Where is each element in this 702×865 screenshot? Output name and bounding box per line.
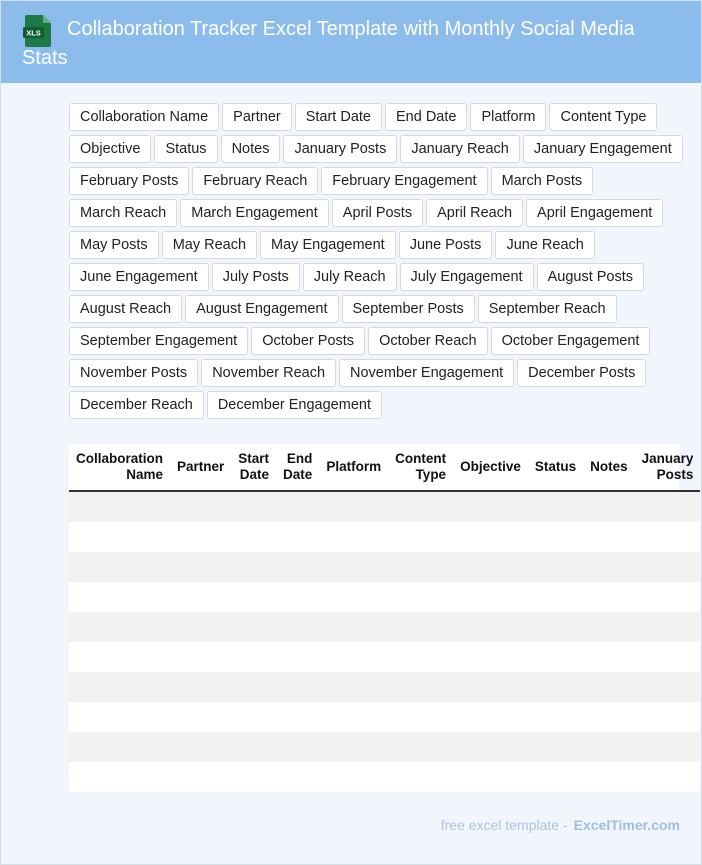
table-cell[interactable] <box>453 762 528 792</box>
table-cell[interactable] <box>583 762 635 792</box>
table-cell[interactable] <box>388 612 453 642</box>
table-cell[interactable] <box>170 732 231 762</box>
table-cell[interactable] <box>635 582 701 612</box>
field-chip[interactable]: July Reach <box>303 263 397 291</box>
field-chip[interactable]: August Engagement <box>185 295 338 323</box>
column-header[interactable] <box>388 444 453 491</box>
table-cell[interactable] <box>388 672 453 702</box>
table-row <box>69 522 700 552</box>
table-cell[interactable] <box>170 672 231 702</box>
field-chip[interactable]: Content Type <box>549 103 657 131</box>
column-header-label: Objective <box>460 459 521 474</box>
table-cell[interactable] <box>276 702 319 732</box>
table-cell[interactable] <box>276 732 319 762</box>
column-header-label: Date <box>239 467 270 482</box>
table-row <box>69 491 700 522</box>
table-cell[interactable] <box>319 762 388 792</box>
field-chip[interactable]: End Date <box>385 103 467 131</box>
field-chip[interactable]: April Engagement <box>526 199 663 227</box>
table-cell[interactable] <box>69 582 170 612</box>
field-chip[interactable]: December Engagement <box>207 391 382 419</box>
table-cell[interactable] <box>583 522 635 552</box>
table-cell[interactable] <box>388 491 453 522</box>
column-header[interactable] <box>319 444 388 491</box>
table-cell[interactable] <box>69 762 170 792</box>
table-cell[interactable] <box>388 582 453 612</box>
table-cell[interactable] <box>453 732 528 762</box>
field-chip[interactable]: January Reach <box>400 135 520 163</box>
table-cell[interactable] <box>276 522 319 552</box>
field-chip[interactable]: July Engagement <box>400 263 534 291</box>
table-cell[interactable] <box>319 522 388 552</box>
table-cell[interactable] <box>170 612 231 642</box>
table-cell[interactable] <box>528 732 583 762</box>
table-cell[interactable] <box>635 732 701 762</box>
table-cell[interactable] <box>453 702 528 732</box>
table-cell[interactable] <box>231 642 276 672</box>
table-cell[interactable] <box>635 672 701 702</box>
field-chip[interactable]: Collaboration Name <box>69 103 219 131</box>
table-cell[interactable] <box>276 582 319 612</box>
table-cell[interactable] <box>528 582 583 612</box>
table-cell[interactable] <box>528 522 583 552</box>
table-cell[interactable] <box>231 732 276 762</box>
field-chip[interactable]: March Reach <box>69 199 177 227</box>
field-chip[interactable]: February Reach <box>192 167 318 195</box>
column-header-label: Type <box>415 467 447 482</box>
field-chip[interactable]: September Reach <box>478 295 617 323</box>
field-chip[interactable]: February Posts <box>69 167 189 195</box>
field-chip[interactable]: March Posts <box>491 167 594 195</box>
table-cell[interactable] <box>583 642 635 672</box>
table-cell[interactable] <box>276 672 319 702</box>
column-header[interactable] <box>635 444 701 491</box>
field-chip[interactable]: Notes <box>221 135 281 163</box>
column-header-label: Notes <box>590 459 628 474</box>
table-cell[interactable] <box>453 672 528 702</box>
table-cell[interactable] <box>388 732 453 762</box>
table-cell[interactable] <box>231 702 276 732</box>
table-cell[interactable] <box>583 552 635 582</box>
table-cell[interactable] <box>635 552 701 582</box>
table-cell[interactable] <box>453 522 528 552</box>
column-header-label: January <box>641 451 694 466</box>
table-cell[interactable] <box>231 672 276 702</box>
field-chip[interactable]: September Engagement <box>69 327 248 355</box>
field-chip[interactable]: September Posts <box>342 295 475 323</box>
field-chip[interactable]: Status <box>154 135 217 163</box>
table-cell[interactable] <box>635 762 701 792</box>
table-cell[interactable] <box>453 642 528 672</box>
column-header[interactable] <box>528 444 583 491</box>
field-chip[interactable]: August Posts <box>537 263 644 291</box>
column-header-label: Start <box>238 451 270 466</box>
table-cell[interactable] <box>319 732 388 762</box>
column-header-label: End <box>286 451 313 466</box>
column-header[interactable] <box>276 444 319 491</box>
table-cell[interactable] <box>170 491 231 522</box>
column-header[interactable] <box>69 444 170 491</box>
table-cell[interactable] <box>170 762 231 792</box>
table-cell[interactable] <box>231 491 276 522</box>
field-chip[interactable]: June Posts <box>399 231 493 259</box>
field-chip[interactable]: November Reach <box>201 359 336 387</box>
column-header[interactable] <box>231 444 276 491</box>
table-cell[interactable] <box>319 491 388 522</box>
table-cell[interactable] <box>69 732 170 762</box>
field-chip[interactable]: May Engagement <box>260 231 396 259</box>
table-cell[interactable] <box>170 522 231 552</box>
table-cell[interactable] <box>528 552 583 582</box>
table-cell[interactable] <box>276 762 319 792</box>
table-cell[interactable] <box>583 612 635 642</box>
table-cell[interactable] <box>635 612 701 642</box>
table-cell[interactable] <box>528 642 583 672</box>
field-chip[interactable]: January Posts <box>283 135 397 163</box>
table-cell[interactable] <box>583 732 635 762</box>
tracker-table <box>69 444 700 792</box>
table-cell[interactable] <box>453 582 528 612</box>
table-cell[interactable] <box>453 552 528 582</box>
field-chip[interactable]: December Reach <box>69 391 204 419</box>
table-cell[interactable] <box>388 552 453 582</box>
table-row <box>69 762 700 792</box>
field-chip[interactable]: November Engagement <box>339 359 514 387</box>
table-row <box>69 642 700 672</box>
page-title: Collaboration Tracker Excel Template with Monthly Social Media Stats <box>22 18 635 69</box>
footer <box>441 817 680 833</box>
column-header-label: Platform <box>326 459 382 474</box>
column-header-label: Content <box>395 451 447 466</box>
table-cell[interactable] <box>388 642 453 672</box>
column-header-label: Date <box>283 467 313 482</box>
field-chip[interactable]: October Engagement <box>491 327 651 355</box>
field-chip[interactable]: May Posts <box>69 231 159 259</box>
table-cell[interactable] <box>69 522 170 552</box>
table-cell[interactable] <box>388 702 453 732</box>
table-cell[interactable] <box>319 672 388 702</box>
table-cell[interactable] <box>583 702 635 732</box>
field-chip[interactable]: Platform <box>470 103 546 131</box>
field-chip[interactable]: May Reach <box>162 231 257 259</box>
table-cell[interactable] <box>453 491 528 522</box>
column-header-label: Posts <box>656 467 694 482</box>
xls-icon-label: XLS <box>26 28 41 38</box>
column-header-label: Name <box>126 467 163 482</box>
table-cell[interactable] <box>276 612 319 642</box>
table-cell[interactable] <box>276 552 319 582</box>
table-row <box>69 672 700 702</box>
field-chip[interactable]: Objective <box>69 135 151 163</box>
table-cell[interactable] <box>583 672 635 702</box>
table-cell[interactable] <box>69 642 170 672</box>
table-cell[interactable] <box>170 582 231 612</box>
field-chip[interactable]: Start Date <box>295 103 382 131</box>
table-row <box>69 702 700 732</box>
field-chip-list <box>69 103 695 419</box>
field-chip[interactable]: April Posts <box>332 199 423 227</box>
field-chip[interactable]: March Engagement <box>180 199 329 227</box>
table-cell[interactable] <box>170 702 231 732</box>
table-cell[interactable] <box>69 491 170 522</box>
table-cell[interactable] <box>635 522 701 552</box>
field-chip[interactable]: January Engagement <box>523 135 683 163</box>
field-chip[interactable]: November Posts <box>69 359 198 387</box>
table-cell[interactable] <box>528 672 583 702</box>
table-cell[interactable] <box>319 642 388 672</box>
table-cell[interactable] <box>528 491 583 522</box>
table-cell[interactable] <box>388 762 453 792</box>
table-cell[interactable] <box>231 612 276 642</box>
header-bar <box>1 1 701 83</box>
table-cell[interactable] <box>583 491 635 522</box>
table-row <box>69 612 700 642</box>
table-cell[interactable] <box>276 642 319 672</box>
table-cell[interactable] <box>170 552 231 582</box>
field-chip[interactable]: October Reach <box>368 327 488 355</box>
field-chip[interactable]: December Posts <box>517 359 646 387</box>
table-cell[interactable] <box>528 612 583 642</box>
table-cell[interactable] <box>319 552 388 582</box>
column-header[interactable] <box>453 444 528 491</box>
column-header[interactable] <box>170 444 231 491</box>
table-cell[interactable] <box>528 702 583 732</box>
field-chip[interactable]: Partner <box>222 103 292 131</box>
table-cell[interactable] <box>276 491 319 522</box>
table-container[interactable] <box>69 444 694 791</box>
table-cell[interactable] <box>453 612 528 642</box>
field-chip[interactable]: July Posts <box>212 263 300 291</box>
table-cell[interactable] <box>319 612 388 642</box>
table-cell[interactable] <box>388 522 453 552</box>
field-chip[interactable]: June Reach <box>495 231 594 259</box>
table-body <box>69 491 700 792</box>
column-header-label: Status <box>534 459 577 474</box>
table-cell[interactable] <box>69 702 170 732</box>
table-row <box>69 732 700 762</box>
table-cell[interactable] <box>319 702 388 732</box>
field-chip[interactable]: April Reach <box>426 199 523 227</box>
table-cell[interactable] <box>231 552 276 582</box>
field-chip[interactable]: June Engagement <box>69 263 209 291</box>
field-chip[interactable]: August Reach <box>69 295 182 323</box>
column-header-label: Collaboration <box>76 451 163 466</box>
table-cell[interactable] <box>69 552 170 582</box>
table-cell[interactable] <box>231 582 276 612</box>
table-cell[interactable] <box>69 672 170 702</box>
table-cell[interactable] <box>635 702 701 732</box>
table-cell[interactable] <box>170 642 231 672</box>
table-cell[interactable] <box>635 642 701 672</box>
table-cell[interactable] <box>231 522 276 552</box>
footer-brand-link[interactable]: ExcelTimer.com <box>573 817 680 833</box>
table-cell[interactable] <box>528 762 583 792</box>
table-cell[interactable] <box>319 582 388 612</box>
table-cell[interactable] <box>635 491 701 522</box>
table-cell[interactable] <box>231 762 276 792</box>
table-row <box>69 582 700 612</box>
column-header-label: Partner <box>177 459 225 474</box>
table-cell[interactable] <box>69 612 170 642</box>
field-chip[interactable]: February Engagement <box>321 167 487 195</box>
table-row <box>69 552 700 582</box>
table-header-row <box>69 444 700 491</box>
column-header[interactable] <box>583 444 635 491</box>
footer-prefix: free excel template - <box>440 817 568 833</box>
field-chip[interactable]: October Posts <box>251 327 365 355</box>
table-cell[interactable] <box>583 582 635 612</box>
